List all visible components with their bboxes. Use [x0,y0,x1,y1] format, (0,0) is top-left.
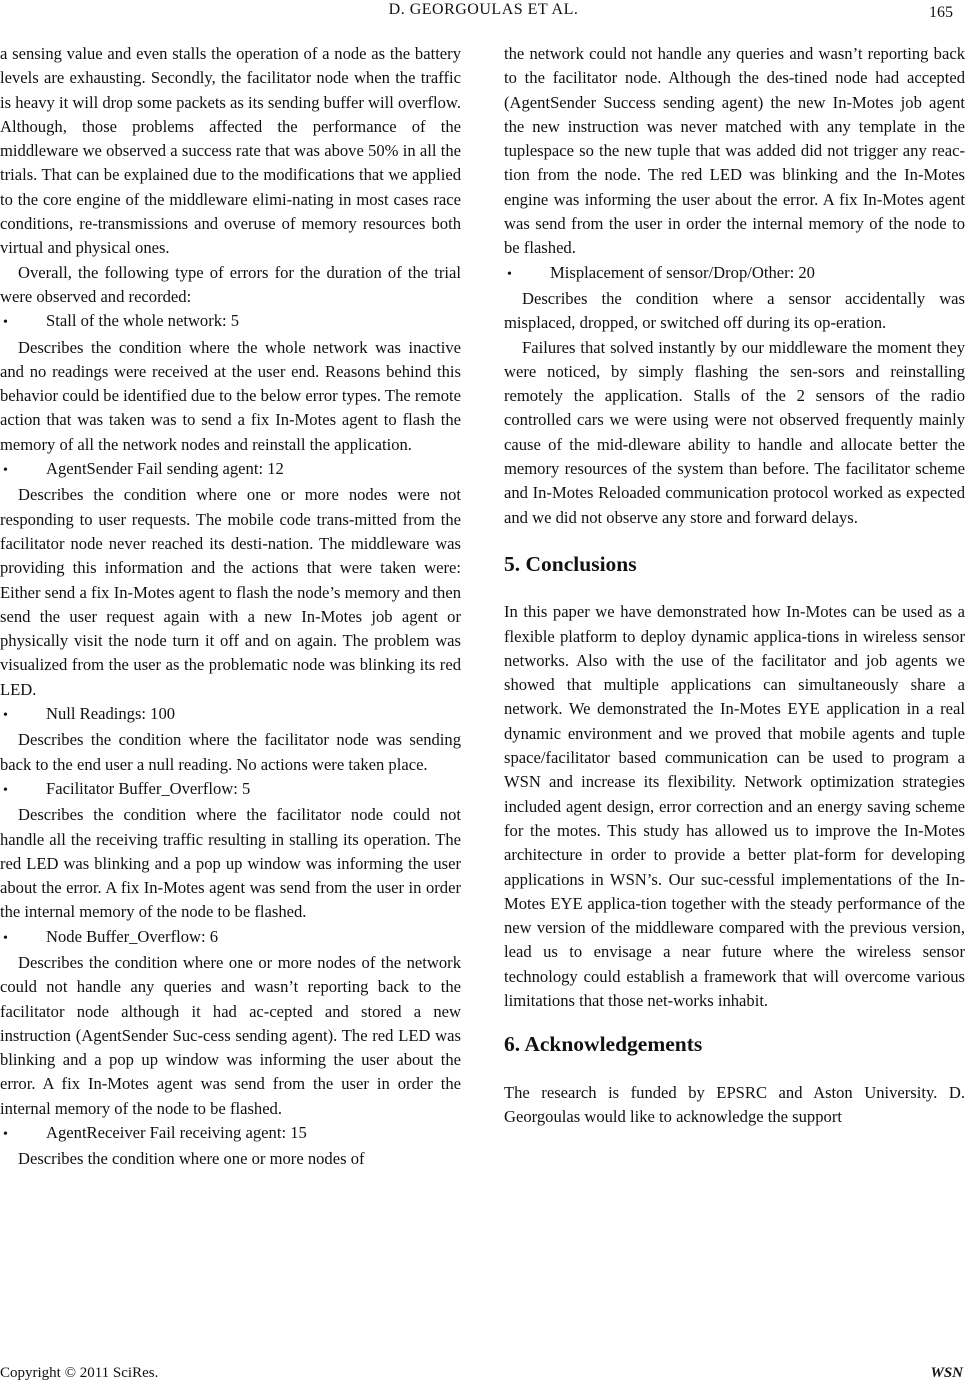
bullet-icon: • [3,708,8,724]
bullet-icon: • [507,266,512,282]
bullet-icon: • [3,315,8,331]
paragraph: Describes the condition where one or more nodes of the network could not handle any queries and wasn’t reporting back to the facilitator node although it had ac-cepted and stored a new instruction (AgentSender Suc-cess sending agent). The red LED was blinking and a pop up window was informing the user about the error. A fix In-Motes agent was send from the user in order the internal memory of the node to be flashed. [0,952,461,1118]
bullet-icon: • [3,930,8,946]
list-item [0,1121,461,1147]
list-item [0,777,461,803]
paragraph: The research is funded by EPSRC and Aston University. D. Georgoulas would like to acknowledge the support [504,1082,965,1126]
list-item [0,702,461,728]
running-head-authors: D. GEORGOULAS ET AL. [388,1,579,18]
page-header [0,0,967,30]
page-number: 165 [929,4,953,21]
paragraph: Describes the condition where a sensor accidentally was misplaced, dropped, or switched off during its op-eration. [504,288,965,333]
list-item-text: Misplacement of sensor/Drop/Other: 20 [550,262,815,282]
list-item-text: Stall of the whole network: 5 [46,311,240,331]
paragraph: Failures that solved instantly by our middleware the moment they were noticed, by simply flashing the sen-sors and reinstalling remotely the application. Stalls of the 2 sensors of the radio controlled cars we were using were not observed frequently mainly cause of the mid-dleware ability to handle and allocate better the memory resources of the system than before. The facilitator scheme and In-Motes Reloaded communication protocol worked as expected and we did not observe any store and forward delays. [504,337,965,527]
list-item-text: Null Readings: 100 [46,704,176,724]
list-item-text: Facilitator Buffer_Overflow: 5 [46,778,251,798]
bullet-icon: • [3,463,8,479]
list-item-text: AgentSender Fail sending agent: 12 [46,459,284,479]
page-footer [0,1365,967,1386]
paragraph: Describes the condition where the facilitator node could not handle all the receiving traffic resulting in stalling its operation. The red LED was blinking and a pop up window was informing the user about the error. A fix In-Motes agent was send from the user in order the internal memory of the node to be flashed. [0,805,461,922]
bullet-icon: • [3,1127,8,1143]
list-item-text: AgentReceiver Fail receiving agent: 15 [46,1123,307,1143]
paragraph: In this paper we have demonstrated how In-Motes can be used as a flexible platform to deploy dynamic applica-tions in wireless sensor networks. Also with the use of the facilitator and job agents we showed that multiple applications can simultaneously share a network. We demonstrated the In-Motes EYE application in a real dynamic environment and we proved that mobile agents and tuple space/facilitator based communication can be used to program a WSN and increase its flexibility. Network optimization strategies included agent design, error correction and an energy saving scheme for the motes. This study has allowed us to improve the In-Motes architecture in order to provide a better plat-form for developing applications in WSN’s. Our suc-cessful implementations of the In-Motes EYE applica-tion together with the steady performance of the new version of the middleware compared with the previous version, lead us to envisage a near future where the wireless sensor technology could establish a framework that will overcome various limitations that those net-works inhabit. [504,602,965,1010]
left-column [0,42,461,1172]
paragraph: the network could not handle any queries and wasn’t reporting back to the facilitator node. Although the des-tined node had accepted (AgentSender Success sending agent) the new In-Motes job agent the new instruction was never matched with any template in the tuplespace so the new tuple that was added did not trigger any reac-tion from the node. The red LED was blinking and the In-Motes engine was informing the user about the error. A fix In-Motes agent was send from the user in order the internal memory of the node to be flashed. [504,44,965,258]
list-item-text: Node Buffer_Overflow: 6 [46,926,219,946]
paragraph: Describes the condition where the facilitator node was sending back to the end user a null reading. No actions were taken place. [0,730,461,774]
paragraph: Describes the condition where the whole network was inactive and no readings were received at the user end. Reasons behind this behavior could be identified due to the below error types. The remote action that was taken was to send a fix In-Motes agent to flash the memory of all the network nodes and reinstall the application. [0,337,461,454]
paragraph: Describes the condition where one or more nodes of [18,1149,365,1169]
paragraph: a sensing value and even stalls the operation of a node as the battery levels are exhausting. Secondly, the facilitator node when the traffic is heavy it will drop some packets as its sending buffer will overflow. Although, those problems affected the performance of the middleware we observed a success rate that was above 50% in all the trials. That can be explained due to the modifications that we applied to the core engine of the middleware elimi-nating in most cases race conditions, re-transmissions and overuse of memory resources both virtual and physical ones. [0,44,461,258]
section-heading-conclusions: 5. Conclusions [504,551,637,576]
list-item [0,925,461,951]
journal-abbreviation: WSN [930,1365,963,1381]
right-column [504,42,965,1129]
list-item [504,261,965,287]
list-item [0,309,461,335]
paragraph: Describes the condition where one or more nodes were not responding to user requests. The mobile code trans-mitted from the facilitator node never reached its desti-nation. The middleware was providing this information and the actions that were taken were: Either send a fix In-Motes agent to flash the node’s memory and then send the user request again with a new In-Motes job agent or physically visit the node turn it off and on again. The problem was visualized from the user as the problematic node was blinking its red LED. [0,485,461,699]
copyright-notice: Copyright © 2011 SciRes. [0,1365,159,1381]
list-item [0,457,461,483]
bullet-icon: • [3,782,8,798]
section-heading-acknowledgements: 6. Acknowledgements [504,1032,703,1057]
paragraph: Overall, the following type of errors for the duration of the trial were observed and recorded: [0,262,461,306]
